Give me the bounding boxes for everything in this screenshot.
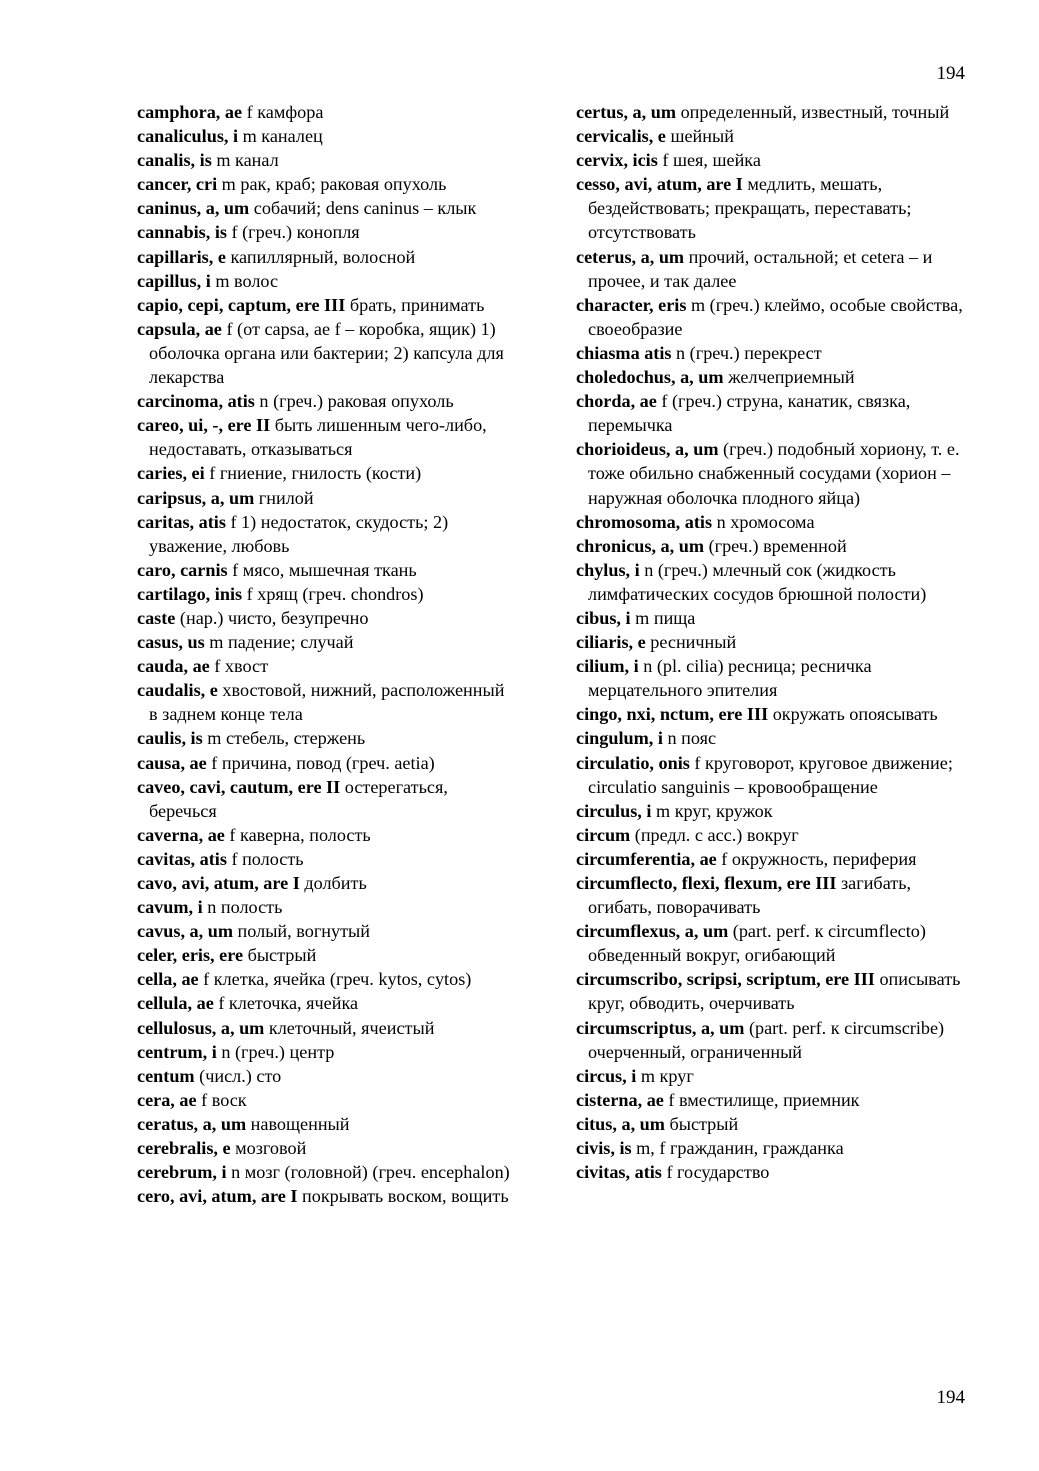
entry-headword: ceterus, a, um: [576, 246, 685, 267]
entry-headword: caripsus, a, um: [137, 487, 255, 508]
entry-definition: f полость: [231, 848, 304, 869]
entry-definition: собачий; dens caninus – клык: [253, 198, 477, 219]
dictionary-entry: [137, 317, 515, 389]
entry-headword: circum: [576, 824, 631, 845]
entry-definition: f мясо, мышечная ткань: [232, 559, 417, 580]
entry-definition: n мозг (головной) (греч. encephalon): [231, 1162, 510, 1183]
dictionary-entry: [576, 919, 976, 967]
dictionary-entry: [137, 919, 515, 943]
entry-headword: cingulum, i: [576, 728, 663, 749]
dictionary-entry: [576, 799, 976, 823]
entry-definition: f гниение, гнилость (кости): [209, 463, 422, 484]
dictionary-entry: [137, 172, 515, 196]
entry-definition: f клеточка, ячейка: [218, 993, 359, 1014]
entry-definition: n (греч.) млечный сок (жидкость лимфатических сосудов брюшной полости): [588, 559, 927, 604]
entry-headword: capillaris, e: [137, 246, 226, 267]
entry-definition: навощенный: [250, 1113, 350, 1134]
dictionary-entry: [137, 148, 515, 172]
dictionary-entry: [137, 678, 515, 726]
entry-definition: шейный: [670, 126, 734, 147]
entry-headword: caninus, a, um: [137, 198, 250, 219]
entry-headword: caudalis, e: [137, 680, 218, 701]
entry-definition: описывать круг, обводить, очерчивать: [588, 969, 961, 1014]
dictionary-entry: [137, 606, 515, 630]
entry-headword: circus, i: [576, 1065, 637, 1086]
entry-definition: n (греч.) раковая опухоль: [259, 391, 454, 412]
entry-headword: cervicalis, e: [576, 126, 666, 147]
entry-definition: полый, вогнутый: [237, 921, 371, 942]
entry-definition: m пища: [635, 607, 696, 628]
entry-definition: гнилой: [258, 487, 314, 508]
entry-definition: f воск: [201, 1089, 247, 1110]
dictionary-entry: [137, 100, 515, 124]
entry-definition: (греч.) подобный хориону, т. е. тоже обильно снабженный сосудами (хорион – наружная оболочка плодного яйца): [588, 439, 960, 508]
entry-headword: chromosoma, atis: [576, 511, 713, 532]
entry-definition: f (от capsa, ae f – коробка, ящик) 1) оболочка органа или бактерии; 2) капсула для лекарства: [149, 318, 504, 388]
entry-definition: (греч.) временной: [708, 535, 847, 556]
entry-headword: caritas, atis: [137, 511, 226, 532]
dictionary-entry: [576, 293, 976, 341]
dictionary-entry: [137, 220, 515, 244]
entry-headword: ciliaris, e: [576, 632, 646, 653]
entry-definition: m канал: [216, 150, 279, 171]
entry-headword: circumflecto, flexi, flexum, ere III: [576, 873, 837, 893]
dictionary-entry: [576, 365, 976, 389]
dictionary-entry: [576, 558, 976, 606]
entry-headword: cibus, i: [576, 607, 631, 628]
entry-definition: клеточный, ячеистый: [268, 1017, 435, 1038]
dictionary-entry: [576, 726, 976, 750]
entry-definition: n (pl. cilia) ресница; ресничка мерцательного эпителия: [588, 656, 872, 701]
entry-definition: быстрый: [669, 1113, 739, 1134]
entry-definition: n полость: [207, 897, 283, 918]
entry-headword: cera, ae: [137, 1089, 197, 1110]
dictionary-entry: [137, 654, 515, 678]
dictionary-entry: [137, 582, 515, 606]
dictionary-entry: [137, 1112, 515, 1136]
entry-headword: certus, a, um: [576, 102, 677, 122]
entry-headword: cisterna, ae: [576, 1089, 664, 1110]
dictionary-entry: [576, 847, 976, 871]
entry-headword: cavitas, atis: [137, 848, 227, 869]
dictionary-entry: [576, 437, 976, 509]
entry-definition: n (греч.) центр: [221, 1041, 335, 1062]
entry-headword: caulis, is: [137, 728, 203, 749]
entry-headword: cavus, a, um: [137, 921, 233, 942]
entry-headword: cerebralis, e: [137, 1138, 231, 1159]
entry-headword: civitas, atis: [576, 1162, 662, 1183]
entry-headword: chorda, ae: [576, 391, 657, 412]
dictionary-entry: [137, 630, 515, 654]
entry-headword: cartilago, inis: [137, 583, 243, 604]
entry-headword: circulus, i: [576, 800, 652, 821]
dictionary-entry: [137, 389, 515, 413]
dictionary-entry: [137, 558, 515, 582]
entry-headword: cella, ae: [137, 969, 199, 990]
entry-definition: f камфора: [246, 102, 324, 122]
entry-definition: f вместилище, приемник: [668, 1089, 860, 1110]
dictionary-entry: [137, 943, 515, 967]
dictionary-entry: [576, 100, 976, 124]
entry-headword: caveo, cavi, cautum, ere II: [137, 776, 341, 797]
entry-headword: cerebrum, i: [137, 1162, 227, 1183]
page-number-top: 194: [936, 63, 965, 84]
dictionary-entry: [576, 245, 976, 293]
entry-definition: остерегаться, беречься: [149, 776, 448, 821]
entry-headword: caverna, ae: [137, 824, 225, 845]
dictionary-entry: [137, 1160, 515, 1184]
dictionary-entry: [576, 751, 976, 799]
entry-headword: cellulosus, a, um: [137, 1017, 265, 1038]
dictionary-entry: [576, 389, 976, 437]
entry-headword: cellula, ae: [137, 993, 214, 1014]
dictionary-entry: [576, 534, 976, 558]
entry-definition: быстрый: [247, 945, 317, 966]
dictionary-entry: [576, 654, 976, 702]
dictionary-entry: [137, 1088, 515, 1112]
dictionary-entry: [137, 269, 515, 293]
entry-definition: (нар.) чисто, безупречно: [179, 607, 369, 628]
entry-headword: chorioideus, a, um: [576, 439, 719, 460]
entry-definition: капиллярный, волосной: [230, 246, 416, 267]
dictionary-entry: [576, 1112, 976, 1136]
entry-headword: canalis, is: [137, 150, 212, 171]
dictionary-entry: [137, 510, 515, 558]
entry-definition: f окружность, периферия: [721, 848, 917, 869]
entry-headword: circumscriptus, a, um: [576, 1017, 745, 1038]
entry-definition: долбить: [304, 873, 367, 893]
dictionary-entry: [137, 245, 515, 269]
entry-definition: m каналец: [242, 126, 323, 147]
entry-headword: cesso, avi, atum, are I: [576, 174, 743, 195]
dictionary-entry: [137, 196, 515, 220]
dictionary-entry: [137, 823, 515, 847]
entry-definition: f (греч.) струна, канатик, связка, перемычка: [588, 391, 911, 436]
entry-definition: m стебель, стержень: [207, 728, 366, 749]
dictionary-entry: [137, 967, 515, 991]
entry-headword: capio, cepi, captum, ere III: [137, 294, 346, 315]
entry-headword: celer, eris, ere: [137, 945, 244, 966]
dictionary-entry: [137, 1184, 515, 1208]
entry-headword: capsula, ae: [137, 318, 222, 339]
entry-headword: cavo, avi, atum, are I: [137, 873, 300, 893]
entry-headword: causa, ae: [137, 752, 207, 773]
dictionary-entry: [576, 510, 976, 534]
entry-headword: choledochus, a, um: [576, 367, 724, 388]
dictionary-entry: [576, 148, 976, 172]
entry-definition: медлить, мешать, бездействовать; прекращать, переставать; отсутствовать: [588, 174, 912, 243]
entry-headword: civis, is: [576, 1138, 632, 1159]
entry-definition: мозговой: [235, 1138, 307, 1159]
entry-headword: centum: [137, 1065, 195, 1086]
dictionary-entry: [137, 293, 515, 317]
entry-definition: покрывать воском, вощить: [302, 1186, 509, 1207]
entry-headword: caries, ei: [137, 463, 205, 484]
entry-definition: желчеприемный: [728, 367, 855, 388]
entry-definition: хвостовой, нижний, расположенный в заднем конце тела: [149, 680, 505, 725]
dictionary-entry: [137, 461, 515, 485]
entry-headword: circumferentia, ae: [576, 848, 717, 869]
dictionary-entry: [137, 751, 515, 775]
entry-definition: (предл. с acc.) вокруг: [634, 824, 799, 845]
left-column: [137, 100, 515, 1208]
entry-definition: определенный, известный, точный: [680, 102, 950, 122]
dictionary-entry: [576, 823, 976, 847]
entry-headword: casus, us: [137, 632, 205, 653]
dictionary-entry: [137, 1064, 515, 1088]
entry-definition: окружать опоясывать: [772, 704, 938, 725]
entry-headword: cero, avi, atum, are I: [137, 1186, 298, 1207]
dictionary-entry: [137, 871, 515, 895]
entry-definition: m рак, краб; раковая опухоль: [221, 174, 447, 195]
dictionary-entry: [576, 1136, 976, 1160]
entry-definition: m (греч.) клеймо, особые свойства, своеобразие: [588, 294, 963, 339]
dictionary-entry: [576, 124, 976, 148]
dictionary-entry: [576, 871, 976, 919]
dictionary-entry: [576, 1088, 976, 1112]
dictionary-entry: [137, 124, 515, 148]
entry-headword: circumscribo, scripsi, scriptum, ere III: [576, 969, 875, 990]
entry-definition: f причина, повод (греч. aetia): [211, 752, 435, 773]
entry-headword: carcinoma, atis: [137, 391, 255, 412]
entry-headword: chylus, i: [576, 559, 640, 580]
dictionary-entry: [137, 1136, 515, 1160]
entry-headword: cannabis, is: [137, 222, 227, 243]
entry-headword: canaliculus, i: [137, 126, 239, 147]
entry-headword: cervix, icis: [576, 150, 658, 171]
dictionary-entry: [137, 1016, 515, 1040]
dictionary-entry: [576, 172, 976, 244]
entry-definition: n (греч.) перекрест: [676, 342, 822, 363]
entry-definition: n пояс: [667, 728, 717, 749]
entry-headword: chiasma atis: [576, 342, 672, 363]
entry-headword: cingo, nxi, nctum, ere III: [576, 704, 769, 725]
dictionary-entry: [137, 847, 515, 871]
entry-definition: f (греч.) конопля: [231, 222, 360, 243]
dictionary-entry: [137, 1040, 515, 1064]
entry-definition: m волос: [215, 270, 279, 291]
entry-definition: m круг, кружок: [656, 800, 773, 821]
entry-headword: ceratus, a, um: [137, 1113, 247, 1134]
entry-definition: (числ.) сто: [199, 1065, 282, 1086]
entry-headword: caro, carnis: [137, 559, 228, 580]
dictionary-entry: [576, 606, 976, 630]
dictionary-entry: [137, 726, 515, 750]
entry-definition: (part. perf. к circumflecto) обведенный вокруг, огибающий: [588, 921, 926, 966]
entry-headword: chronicus, a, um: [576, 535, 705, 556]
entry-headword: careo, ui, -, ere II: [137, 415, 271, 436]
entry-definition: f 1) недостаток, скудость; 2) уважение, любовь: [149, 511, 449, 556]
dictionary-entry: [137, 991, 515, 1015]
dictionary-entry: [576, 1016, 976, 1064]
entry-definition: f клетка, ячейка (греч. kytos, cytos): [203, 969, 472, 990]
entry-definition: f государство: [666, 1162, 770, 1183]
dictionary-entry: [576, 1160, 976, 1184]
entry-headword: caste: [137, 607, 176, 628]
entry-headword: camphora, ae: [137, 102, 243, 122]
entry-headword: centrum, i: [137, 1041, 217, 1062]
page-number-bottom: 194: [936, 1387, 965, 1408]
entry-definition: f хвост: [214, 656, 269, 677]
entry-definition: n хромосома: [716, 511, 815, 532]
entry-headword: citus, a, um: [576, 1113, 665, 1134]
entry-headword: circulatio, onis: [576, 752, 690, 773]
entry-headword: circumflexus, a, um: [576, 921, 729, 942]
entry-headword: cancer, cri: [137, 174, 218, 195]
entry-definition: быть лишенным чего-либо, недоставать, отказываться: [149, 415, 487, 460]
entry-definition: ресничный: [650, 632, 737, 653]
dictionary-entry: [576, 341, 976, 365]
dictionary-entry: [576, 1064, 976, 1088]
dictionary-entry: [137, 413, 515, 461]
entry-definition: m, f гражданин, гражданка: [636, 1138, 844, 1159]
entry-definition: f круговорот, круговое движение; circulatio sanguinis – кровообращение: [588, 752, 953, 797]
entry-definition: брать, принимать: [349, 294, 485, 315]
entry-headword: capillus, i: [137, 270, 211, 291]
entry-headword: cauda, ae: [137, 656, 210, 677]
dictionary-entry: [137, 895, 515, 919]
entry-definition: m круг: [640, 1065, 694, 1086]
dictionary-entry: [137, 486, 515, 510]
dictionary-entry: [576, 630, 976, 654]
entry-definition: (part. perf. к circumscribe) очерченный, ограниченный: [588, 1017, 945, 1062]
entry-headword: cavum, i: [137, 897, 203, 918]
dictionary-entry: [576, 702, 976, 726]
entry-definition: f шея, шейка: [662, 150, 761, 171]
dictionary-entry: [137, 775, 515, 823]
entry-definition: f каверна, полость: [229, 824, 371, 845]
entry-definition: загибать, огибать, поворачивать: [588, 873, 912, 918]
entry-headword: character, eris: [576, 294, 687, 315]
entry-definition: m падение; случай: [209, 632, 354, 653]
right-column: [576, 100, 976, 1184]
entry-headword: cilium, i: [576, 656, 639, 677]
entry-definition: f хрящ (греч. chondros): [246, 583, 424, 604]
entry-definition: прочий, остальной; et cetera – и прочее, и так далее: [588, 246, 933, 291]
dictionary-entry: [576, 967, 976, 1015]
